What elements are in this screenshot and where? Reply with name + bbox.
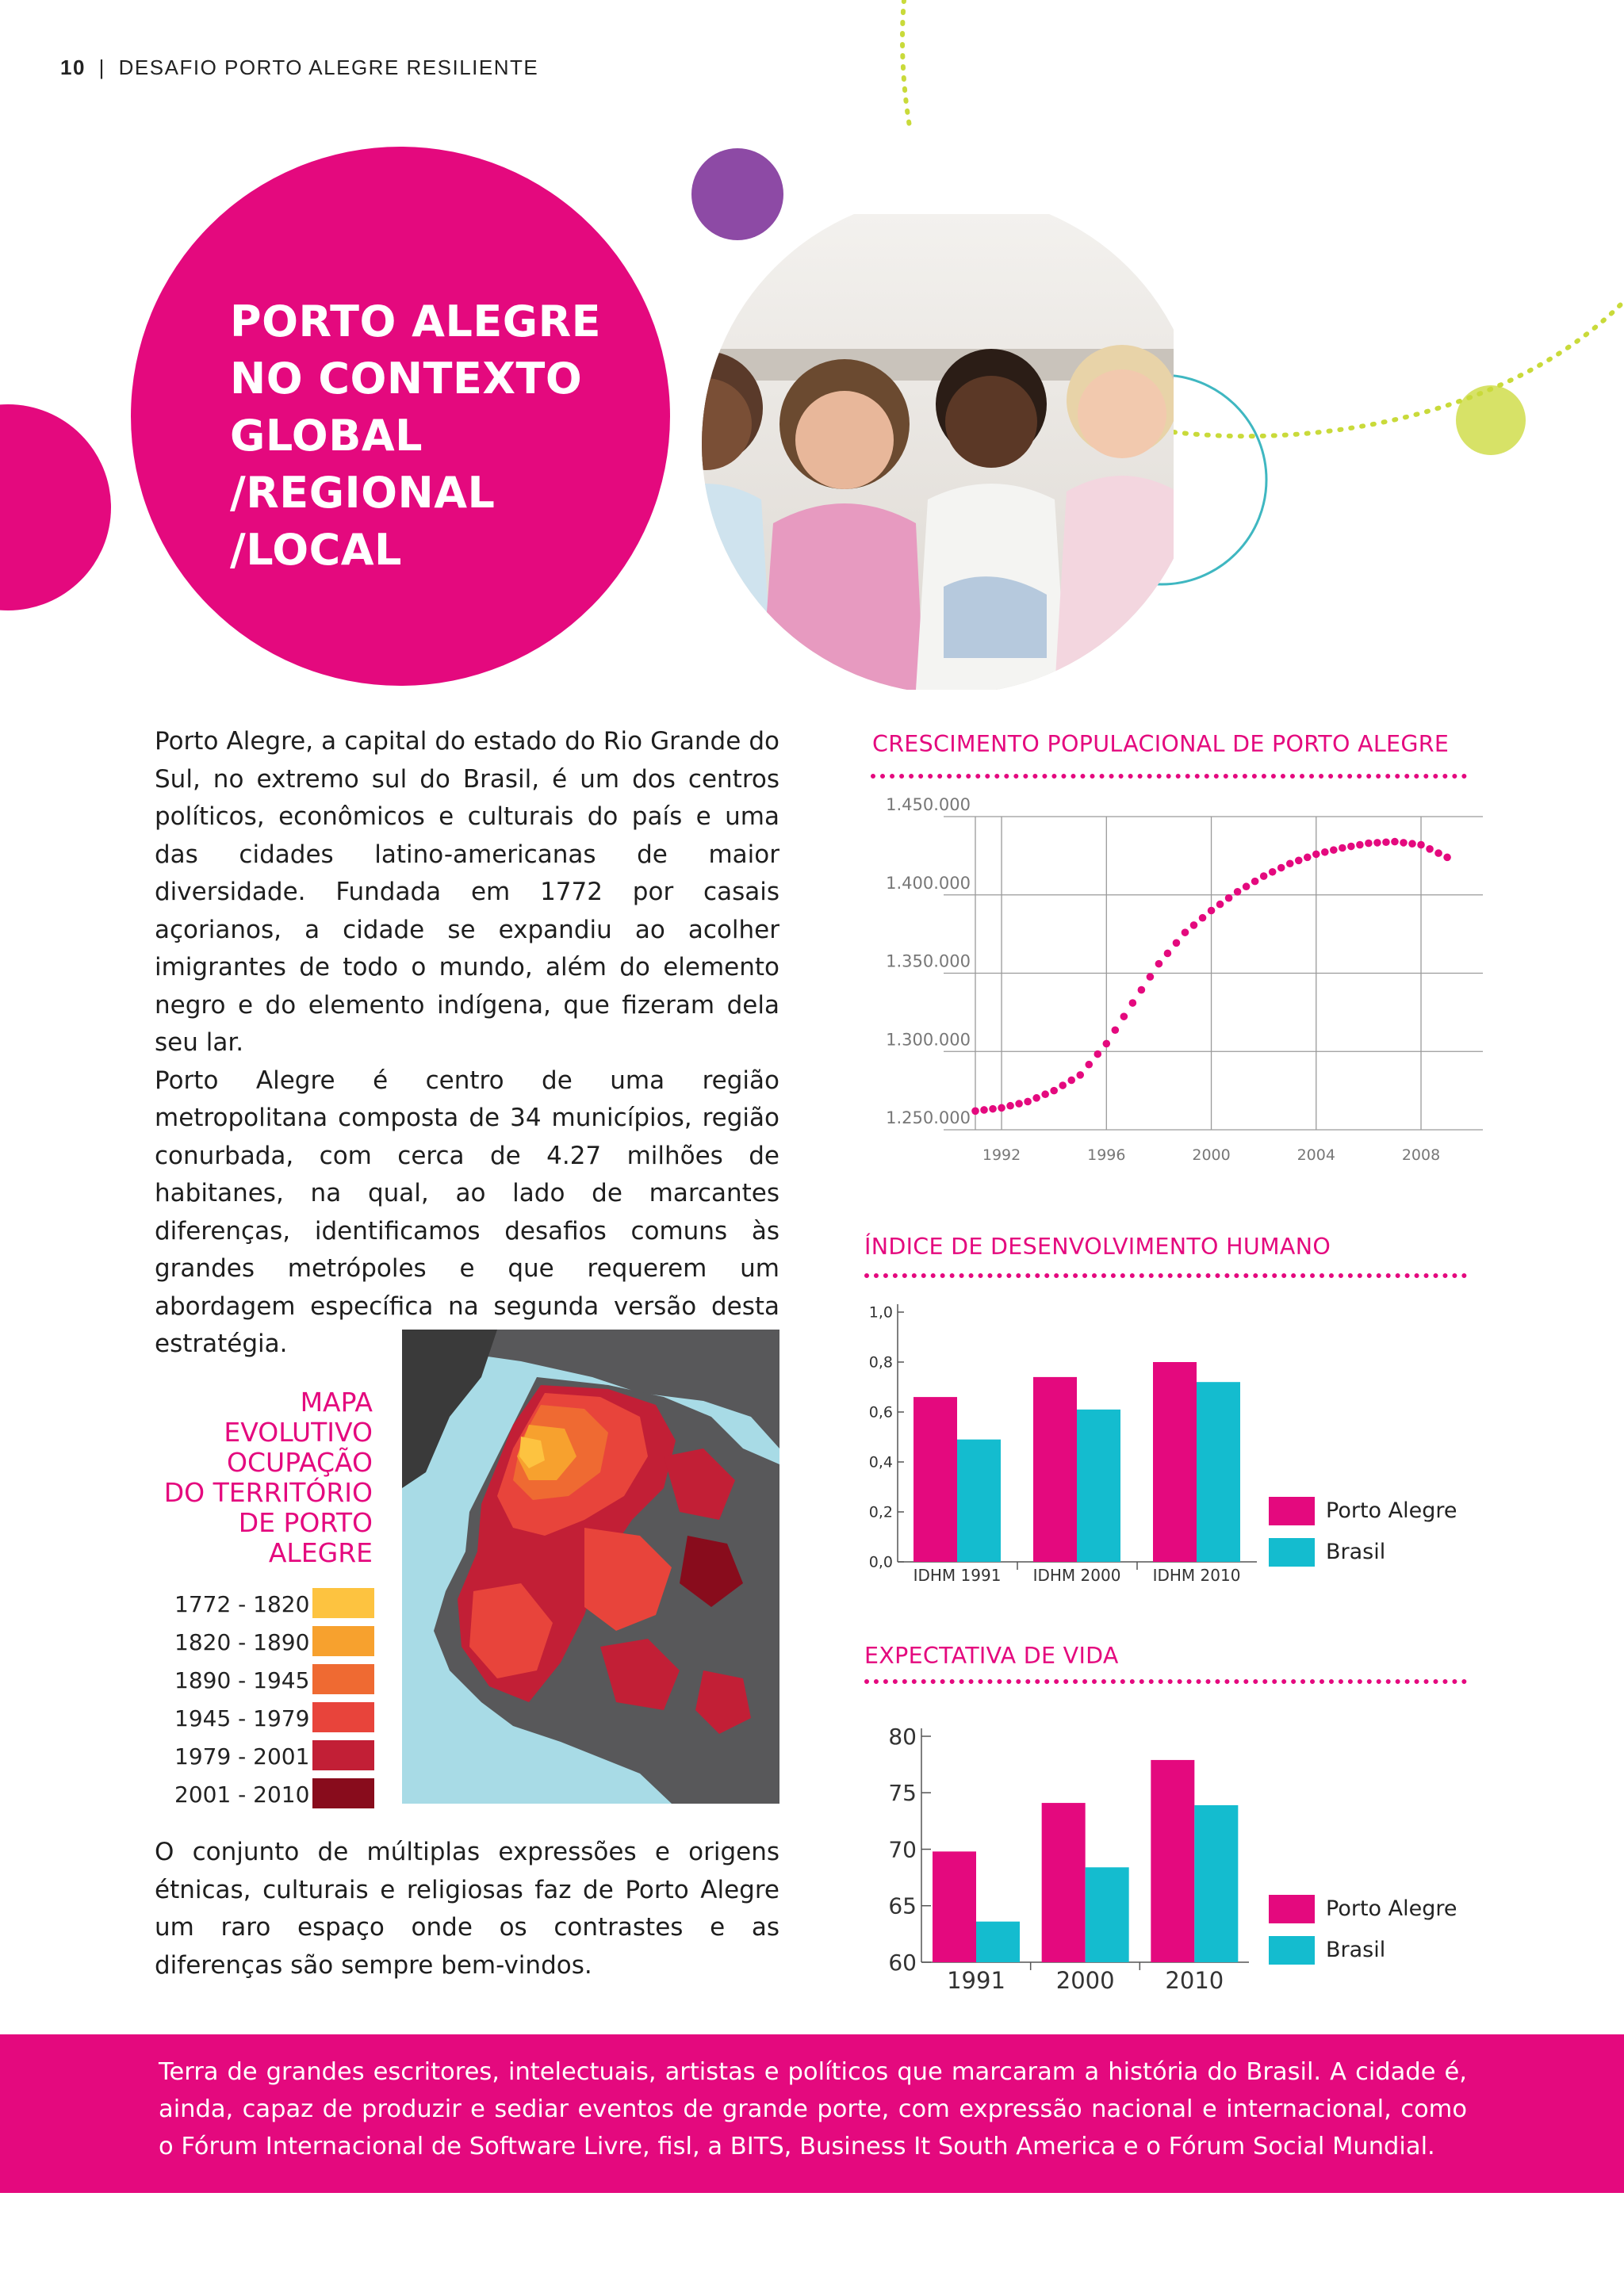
bar-porto-alegre — [914, 1397, 957, 1562]
bar-porto-alegre — [1151, 1760, 1194, 1962]
map-legend-item — [174, 1664, 374, 1696]
x-tick-label: 2000 — [1192, 1146, 1231, 1164]
line-point — [1112, 1026, 1120, 1034]
footer-text: Terra de grandes escritores, intelectuais, artistas e políticos que marcaram a história do Brasil. A cidade é, ainda, capaz de produzir e sediar eventos de grande porte, com expressão nacional e internacional, como o Fórum Internacional de Software Livre, fisl, a BITS, Business It South America e o Fórum Social Mundial. — [159, 2058, 1467, 2160]
line-point — [980, 1106, 988, 1114]
bar-porto-alegre — [1033, 1377, 1077, 1562]
header-separator: | — [98, 55, 105, 79]
line-point — [1417, 841, 1425, 849]
line-point — [1067, 1077, 1075, 1085]
line-point — [989, 1105, 997, 1113]
line-point — [1129, 999, 1137, 1007]
line-point — [1199, 914, 1207, 922]
line-point — [1138, 986, 1146, 994]
line-point — [1391, 838, 1399, 846]
category-label: 1991 — [947, 1967, 1005, 1994]
hdi-chart-title: ÍNDICE DE DESENVOLVIMENTO HUMANO — [864, 1234, 1331, 1260]
line-point — [1312, 851, 1320, 859]
population-title-underline — [871, 774, 1467, 779]
bar-brasil — [976, 1922, 1020, 1962]
line-point — [1164, 950, 1172, 958]
category-label: 2000 — [1055, 1967, 1115, 1994]
line-point — [1234, 888, 1242, 896]
line-point — [998, 1104, 1005, 1112]
map-title: MAPA EVOLUTIVO OCUPAÇÃO DO TERRITÓRIO DE PORTO ALEGRE — [163, 1387, 373, 1568]
line-point — [1260, 872, 1268, 880]
legend-label: Brasil — [1326, 1938, 1386, 1962]
x-tick-label: 2004 — [1297, 1146, 1335, 1164]
y-tick-label: 1.350.000 — [886, 951, 971, 971]
hdi-title-underline — [864, 1273, 1467, 1278]
y-tick-label: 1,0 — [868, 1303, 893, 1322]
legend-swatch — [312, 1664, 374, 1694]
line-point — [1277, 864, 1285, 872]
line-point — [1094, 1050, 1101, 1058]
y-tick-label: 0,8 — [868, 1353, 893, 1372]
legend-swatch — [312, 1702, 374, 1732]
line-point — [1295, 857, 1303, 865]
bar-porto-alegre — [933, 1851, 976, 1962]
legend-swatch — [1269, 1895, 1315, 1923]
legend-label: 1890 - 1945 — [174, 1667, 310, 1693]
bar-brasil — [1077, 1410, 1120, 1562]
y-tick-label: 1.250.000 — [886, 1108, 971, 1127]
y-tick-label: 65 — [888, 1892, 917, 1919]
population-chart-title: CRESCIMENTO POPULACIONAL DE PORTO ALEGRE — [872, 731, 1450, 757]
line-point — [1434, 849, 1442, 857]
intro-text — [155, 723, 779, 1364]
y-tick-label: 0,0 — [868, 1553, 893, 1571]
line-point — [1400, 839, 1408, 847]
line-point — [1103, 1040, 1111, 1048]
map-legend-item — [174, 1702, 374, 1734]
lime-circle — [1456, 385, 1526, 455]
category-label: IDHM 2010 — [1152, 1566, 1241, 1585]
y-tick-label: 1.300.000 — [886, 1030, 971, 1050]
legend-swatch — [1269, 1538, 1315, 1567]
line-point — [1356, 841, 1364, 849]
y-tick-label: 0,2 — [868, 1503, 893, 1521]
magenta-half-circle — [0, 404, 111, 610]
legend-label: Porto Alegre — [1326, 1896, 1457, 1921]
line-point — [1216, 901, 1224, 909]
line-point — [1347, 843, 1355, 851]
x-tick-label: 1992 — [982, 1146, 1021, 1164]
line-point — [1155, 960, 1163, 968]
intro-paragraph-2: Porto Alegre é centro de uma região metropolitana composta de 34 municípios, região conurbada, com cerca de 4.27 milhões de habitanes, na qual, ao lado de marcantes diferenças, identificamos desafios comuns às grandes metrópoles e que requerem um abordagem específica na segunda versão desta estratégia. — [155, 1066, 779, 1358]
occupation-map — [402, 1330, 779, 1804]
legend-label: Porto Alegre — [1326, 1498, 1457, 1523]
line-point — [1076, 1071, 1084, 1079]
line-point — [1443, 854, 1451, 862]
line-point — [1408, 840, 1416, 848]
line-point — [1059, 1081, 1067, 1089]
line-point — [1339, 844, 1346, 852]
lime-dotted-arc — [902, 0, 910, 131]
life-expectancy-chart — [856, 1705, 1491, 1998]
page-title: PORTO ALEGRE NO CONTEXTO GLOBAL /REGIONAL /LOCAL — [230, 297, 602, 575]
bar-brasil — [957, 1440, 1001, 1562]
map-legend-item — [174, 1778, 374, 1810]
bar-brasil — [1194, 1805, 1238, 1962]
legend-label: 1772 - 1820 — [174, 1591, 310, 1617]
bar-porto-alegre — [1042, 1803, 1086, 1962]
category-label: 2010 — [1165, 1967, 1224, 1994]
legend-swatch — [1269, 1936, 1315, 1965]
map-legend-item — [174, 1588, 374, 1620]
legend-swatch — [312, 1588, 374, 1618]
legend-swatch — [312, 1778, 374, 1808]
publication-name: DESAFIO PORTO ALEGRE RESILIENTE — [118, 55, 539, 79]
lime-dotted-curve — [1174, 301, 1624, 436]
line-point — [1286, 859, 1294, 867]
line-point — [1330, 846, 1338, 854]
y-tick-label: 1.450.000 — [886, 795, 971, 814]
line-point — [1208, 907, 1216, 915]
y-tick-label: 80 — [888, 1723, 917, 1750]
map-legend-item — [174, 1626, 374, 1658]
legend-label: Brasil — [1326, 1540, 1386, 1564]
x-tick-label: 2008 — [1401, 1146, 1441, 1164]
line-point — [1382, 838, 1390, 846]
line-point — [1304, 854, 1312, 862]
line-point — [1269, 868, 1277, 876]
life-title-underline — [864, 1679, 1467, 1684]
y-tick-label: 1.400.000 — [886, 873, 971, 893]
legend-swatch — [312, 1626, 374, 1656]
page-number: 10 — [60, 55, 86, 79]
line-point — [1321, 848, 1329, 856]
page-header — [60, 55, 538, 80]
line-point — [1365, 840, 1373, 848]
bar-brasil — [1197, 1382, 1240, 1562]
intro-paragraph-1: Porto Alegre, a capital do estado do Rio Grande do Sul, no extremo sul do Brasil, é um dos centros políticos, econômicos e culturais do país e uma das cidades latino-americanas de maior diversidade. Fundada em 1772 por casais açorianos, a cidade se expandiu ao acolher imigrantes de todo o mundo, além do elemento negro e do elemento indígena, que fizeram dela seu lar. — [155, 727, 779, 1057]
y-tick-label: 0,6 — [868, 1403, 893, 1422]
line-point — [1032, 1094, 1040, 1102]
category-label: IDHM 2000 — [1032, 1566, 1121, 1585]
line-point — [1251, 878, 1259, 886]
population-chart — [864, 793, 1483, 1189]
line-point — [971, 1108, 979, 1115]
line-point — [1182, 928, 1189, 936]
line-point — [1243, 882, 1251, 890]
legend-swatch — [312, 1740, 374, 1770]
y-tick-label: 75 — [888, 1780, 917, 1807]
line-point — [1120, 1012, 1128, 1020]
line-point — [1041, 1090, 1049, 1098]
line-point — [1050, 1087, 1058, 1095]
children-photo — [603, 214, 1174, 690]
category-label: IDHM 1991 — [913, 1566, 1002, 1585]
y-tick-label: 60 — [888, 1949, 917, 1976]
line-point — [1015, 1100, 1023, 1108]
bar-porto-alegre — [1153, 1362, 1197, 1562]
line-point — [1173, 939, 1181, 947]
y-tick-label: 70 — [888, 1836, 917, 1863]
legend-label: 1979 - 2001 — [174, 1743, 310, 1770]
legend-label: 2001 - 2010 — [174, 1781, 310, 1808]
line-point — [1426, 845, 1434, 853]
bar-brasil — [1086, 1867, 1129, 1962]
x-tick-label: 1996 — [1087, 1146, 1126, 1164]
line-point — [1225, 894, 1233, 902]
legend-label: 1945 - 1979 — [174, 1705, 310, 1732]
line-point — [1190, 921, 1198, 929]
life-chart-title: EXPECTATIVA DE VIDA — [864, 1643, 1119, 1669]
line-point — [1024, 1098, 1032, 1106]
map-legend-item — [174, 1740, 374, 1772]
line-point — [1147, 973, 1155, 981]
line-point — [1373, 839, 1381, 847]
y-tick-label: 0,4 — [868, 1453, 893, 1471]
legend-label: 1820 - 1890 — [174, 1629, 310, 1655]
hdi-chart — [856, 1292, 1491, 1594]
line-point — [1085, 1061, 1093, 1069]
legend-swatch — [1269, 1497, 1315, 1525]
closing-paragraph: O conjunto de múltiplas expressões e origens étnicas, culturais e religiosas faz de Porto Alegre um raro espaço onde os contrastes e as diferenças são sempre bem-vindos. — [155, 1838, 779, 1980]
line-point — [1006, 1102, 1014, 1110]
